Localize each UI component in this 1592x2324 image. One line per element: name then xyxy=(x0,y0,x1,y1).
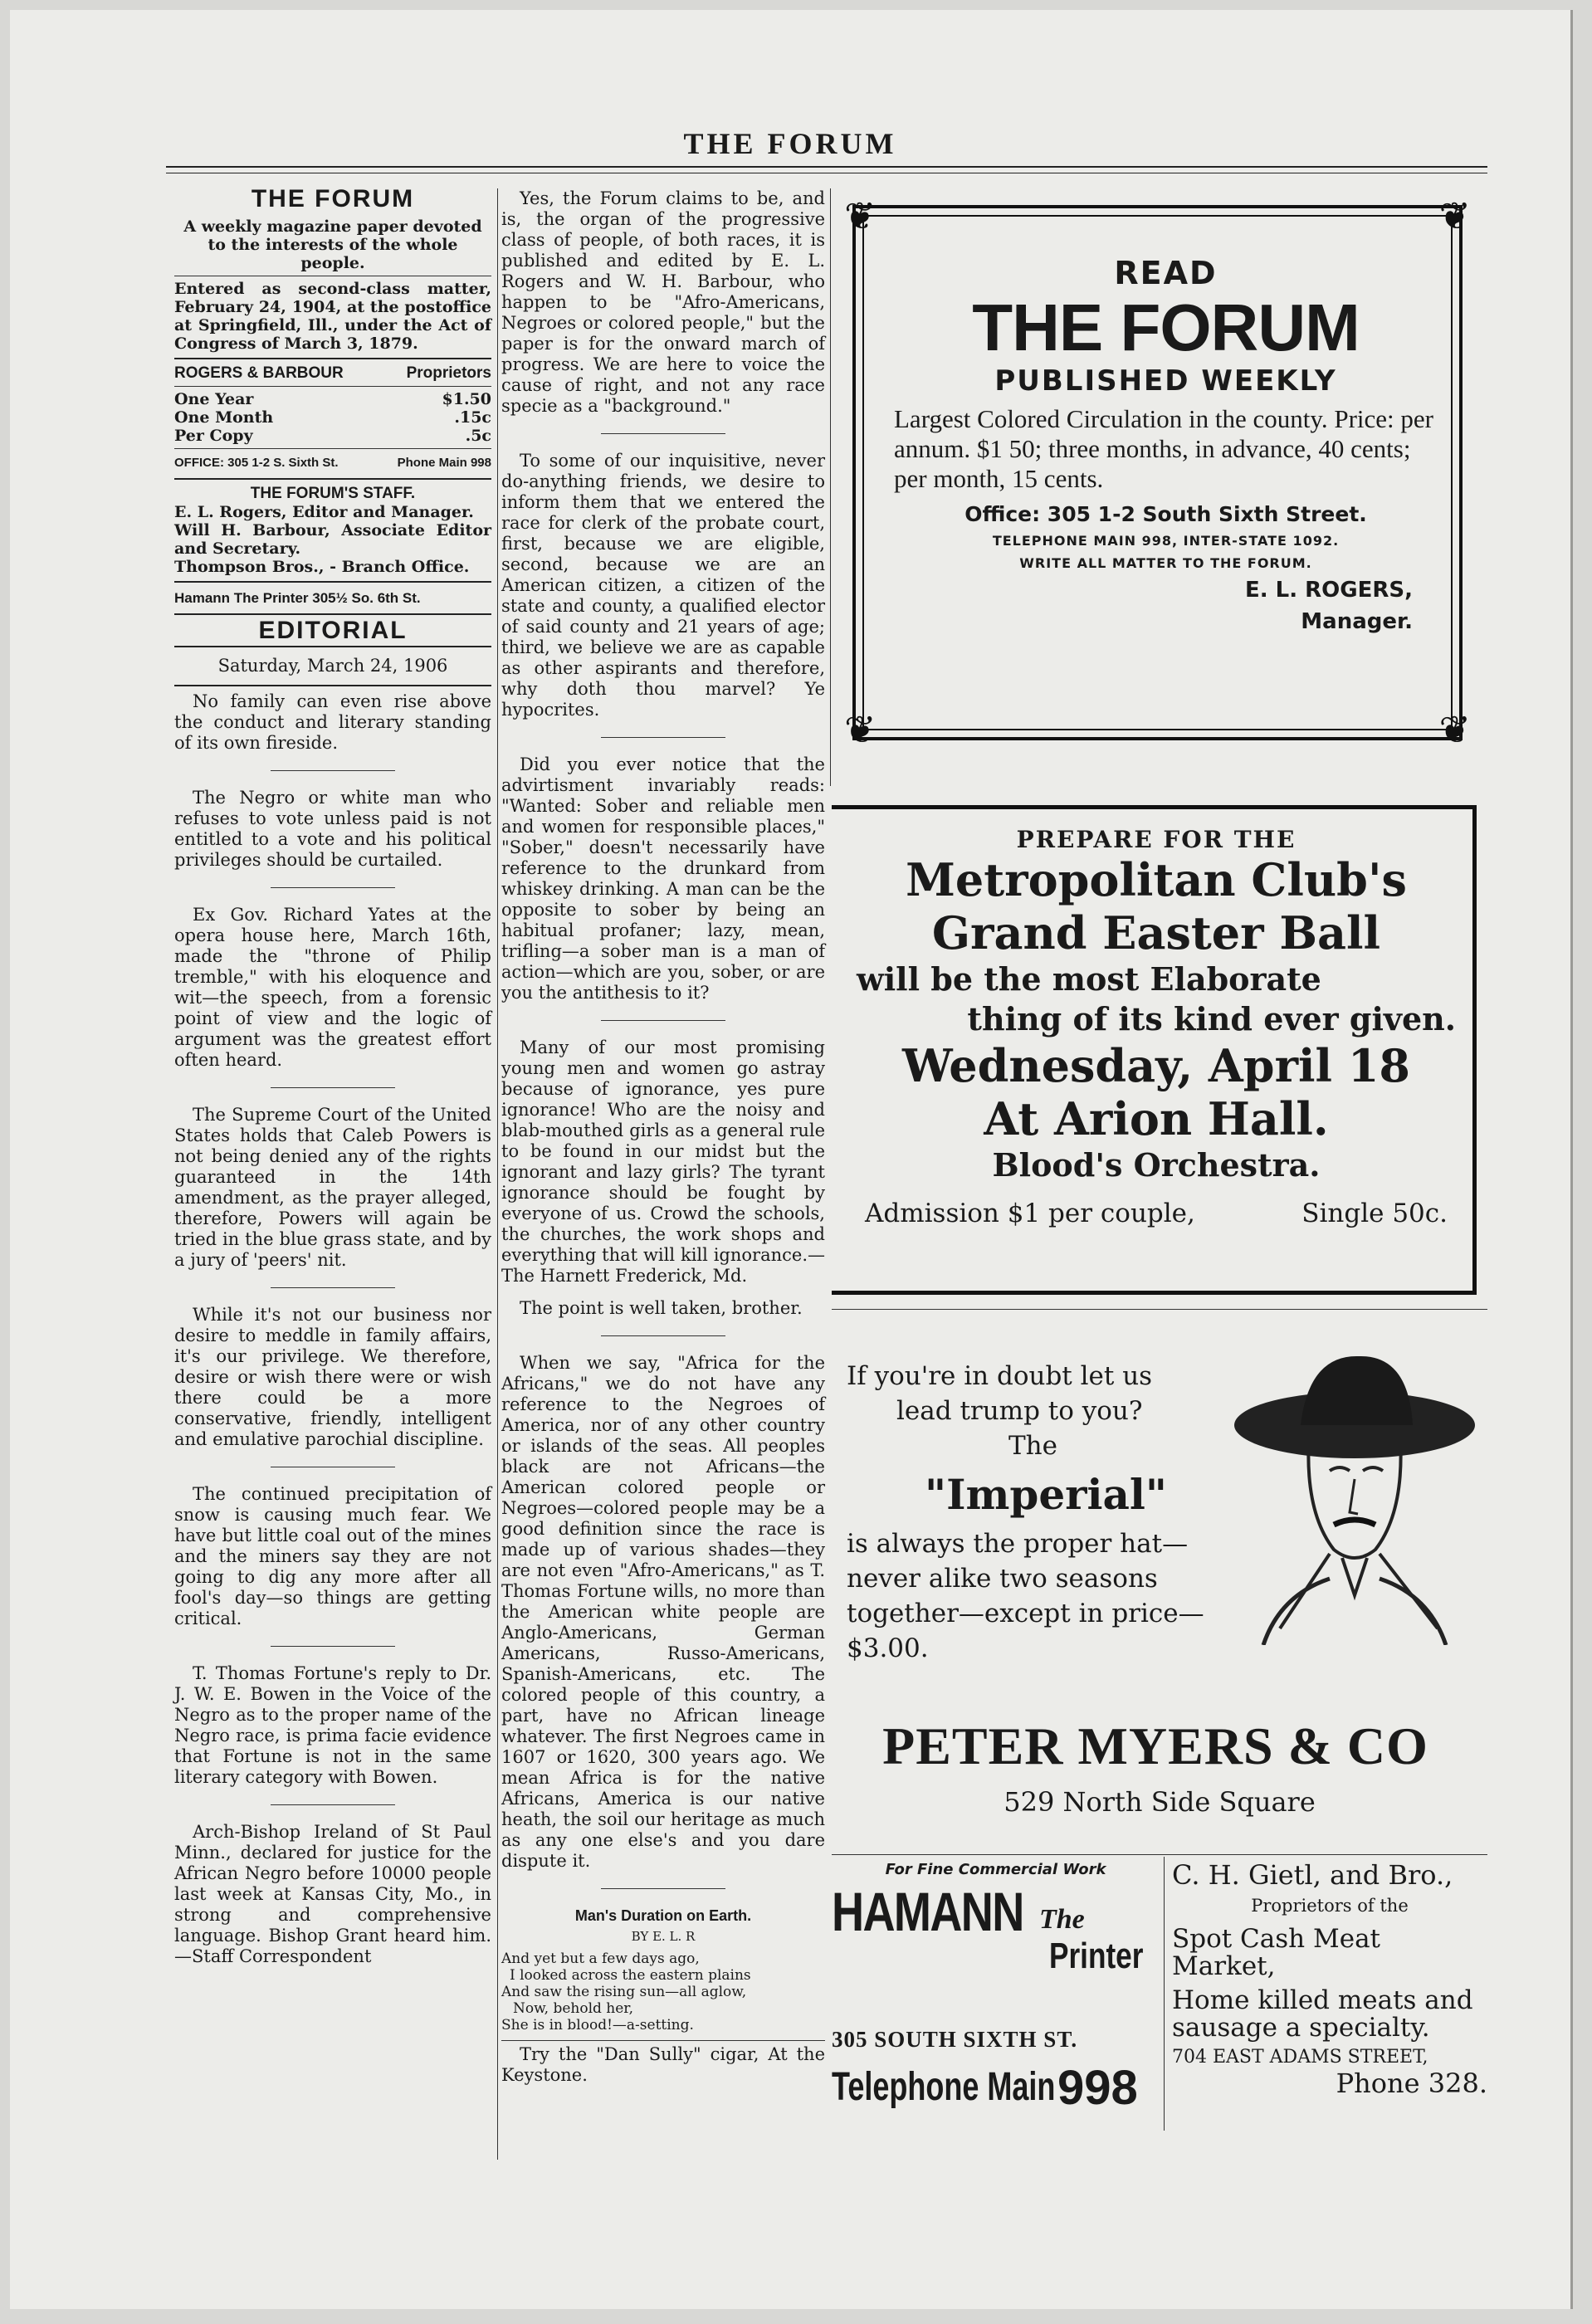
running-head: THE FORUM xyxy=(683,127,897,160)
ad-read: READ xyxy=(1114,255,1218,291)
hat-ad-text xyxy=(847,1359,1245,1666)
ball-line: thing of its kind ever given. xyxy=(967,1000,1456,1038)
corner-ornament-icon: ❦ xyxy=(1438,193,1471,238)
ad-title: THE FORUM xyxy=(972,290,1360,364)
rate-row xyxy=(174,427,491,445)
ball-admission-row xyxy=(857,1199,1456,1228)
divider xyxy=(832,1854,1487,1855)
printer-tagline: For Fine Commercial Work xyxy=(885,1861,1106,1878)
ball-line: Metropolitan Club's xyxy=(906,853,1407,906)
column-rule xyxy=(830,188,831,786)
rate-label: Per Copy xyxy=(174,427,253,445)
editorial-item: Many of our most promising young men and women go astray because of ignorance, yes pure ignorance! Who are the noisy and blab-mouthed girls as a general rule to be found in our midst but the ignorant and lazy girls? The tyrant ignorance should be fought by everyone of us. Crowd the schools, the churches, the work shops and everything that will kill ignorance.—The Harnett Frederick, Md. xyxy=(501,1038,825,1286)
corner-ornament-icon: ❦ xyxy=(1438,707,1471,752)
top-rule xyxy=(166,166,1487,168)
proprietors-name: ROGERS & BARBOUR xyxy=(174,364,344,382)
office-row xyxy=(174,452,491,473)
editorial-item: To some of our inquisitive, never do-anything friends, we desire to inform them that we entered the race for clerk of the probate court, first, because we are eligible, second, because we are an American citizen, a citizen of the state and county, a qualified elector of said county and 21 years of age; third, we believe we are as capable as other aspirants and therefore, why doth thou marvel? Ye hypocrites. xyxy=(501,451,825,720)
market-owner: C. H. Gietl, and Bro., xyxy=(1172,1859,1453,1891)
editorial-heading: EDITORIAL xyxy=(258,617,408,644)
divider xyxy=(174,613,491,615)
poem-title: Man's Duration on Earth. xyxy=(574,1907,752,1924)
ball-single: Single 50c. xyxy=(1301,1199,1448,1228)
editorial-item: T. Thomas Fortune's reply to Dr. J. W. E. Bowen in the Voice of the Negro as to the proper name of the Negro race, is prima facie evidence that Fortune is not in the same literary category with Bowen. xyxy=(174,1663,491,1787)
rate-price: $1.50 xyxy=(442,390,491,408)
store-name: PETER MYERS & CO xyxy=(882,1716,1428,1775)
proprietors-row xyxy=(174,364,491,383)
divider xyxy=(174,386,491,387)
column-rule xyxy=(1164,1857,1165,2131)
ball-line: will be the most Elaborate xyxy=(857,960,1321,998)
divider xyxy=(271,1804,395,1805)
divider xyxy=(601,433,725,434)
divider xyxy=(174,646,491,647)
ad-name: E. L. ROGERS, xyxy=(1244,578,1413,603)
hat-line: If you're in doubt let us xyxy=(847,1361,1153,1391)
ad-role: Manager. xyxy=(1301,609,1413,634)
editorial-item: While it's not our business nor desire to meddle in family affairs, it's our privilege. We therefore, desire or wish there were or wish there could be a more conservative, friendly, intelligent and emulative parochial discipline. xyxy=(174,1305,491,1449)
man-in-hat-portrait-icon xyxy=(1230,1346,1479,1645)
divider xyxy=(174,581,491,583)
editorial-item: Ex Gov. Richard Yates at the opera house here, March 16th, made the "throne of Philip tremble," with his eloquence and wit—the speech, from a forensic point of view and the logic of argument was the greatest effort often heard. xyxy=(174,905,491,1070)
issue-date: Saturday, March 24, 1906 xyxy=(217,656,448,676)
ball-admission: Admission $1 per couple, xyxy=(865,1199,1195,1228)
market-phone: Phone 328. xyxy=(1336,2068,1487,2099)
divider xyxy=(174,358,491,359)
divider xyxy=(501,2040,825,2041)
easter-ball-advertisement xyxy=(832,805,1477,1295)
corner-ornament-icon: ❦ xyxy=(844,193,877,238)
editorial-item: The Negro or white man who refuses to vote unless paid is not entitled to a vote and his political privileges should be curtailed. xyxy=(174,788,491,870)
printer-line: Hamann The Printer 305½ So. 6th St. xyxy=(174,590,421,606)
editorial-item: The continued precipitation of snow is causing much fear. We have but little coal out of the mines and the miners say they are not going to dig any more after all fool's day—so things are getting critical. xyxy=(174,1484,491,1628)
ball-line: Grand Easter Ball xyxy=(931,906,1381,959)
poem-byline: BY E. L. R xyxy=(631,1929,696,1944)
printer-name: HAMANN xyxy=(832,1881,1023,1942)
hat-line: The xyxy=(1008,1431,1057,1461)
printer-telephone-number: 998 xyxy=(1057,2061,1138,2115)
ball-orchestra: Blood's Orchestra. xyxy=(992,1146,1321,1184)
ad-published: PUBLISHED WEEKLY xyxy=(994,364,1337,398)
divider xyxy=(271,887,395,888)
market-proprietors: Proprietors of the xyxy=(1251,1896,1409,1916)
printer-word: Printer xyxy=(1049,1936,1144,1976)
poem-line: Now, behold her, xyxy=(513,2000,633,2017)
meat-market-advertisement xyxy=(1172,1859,1487,2133)
forum-ad-content xyxy=(894,255,1438,634)
editorial-item: When we say, "Africa for the Africans," we do not have any reference to the Negroes of America, nor of any other country or islands of the seas. All peoples black are not Africans—the American colored people or Negroes—colored people may be a good definition since the race is made up of various shades—they are not even "Afro-Americans," as T. Thomas Fortune wills, no more than the American white people are Anglo-Americans, German Americans, Russo-Americans, Spanish-Americans, etc. The colored people of this country, a part, have no African lineage whatever. The first Negroes came in 1607 or 1620, 300 years ago. We mean Africa is for the native Africans, America is our native heath, the soil our heritage as much as any one else's and you dare dispute it. xyxy=(501,1353,825,1871)
store-address: 529 North Side Square xyxy=(1004,1786,1316,1818)
masthead: THE FORUM xyxy=(251,185,415,212)
market-name: Spot Cash Meat Market, xyxy=(1172,1924,1381,1981)
ad-telephone: TELEPHONE MAIN 998, INTER-STATE 1092. xyxy=(992,533,1340,549)
ball-ad-content xyxy=(857,826,1456,1228)
market-street: 704 EAST ADAMS STREET, xyxy=(1172,2047,1428,2068)
divider xyxy=(271,1287,395,1288)
ball-date: Wednesday, April 18 xyxy=(901,1039,1410,1092)
rate-price: .5c xyxy=(465,427,491,445)
divider xyxy=(174,448,491,449)
column-2 xyxy=(501,188,825,2097)
newspaper-page xyxy=(10,10,1573,2309)
ad-write: WRITE ALL MATTER TO THE FORUM. xyxy=(1019,555,1312,571)
divider xyxy=(271,770,395,771)
office-phone: Phone Main 998 xyxy=(397,456,491,470)
corner-ornament-icon: ❦ xyxy=(844,707,877,752)
rate-label: One Month xyxy=(174,408,274,427)
column-rule xyxy=(497,188,498,2160)
editorial-item: Did you ever notice that the advirtisment invariably reads: "Wanted: Sober and reliable men and women for responsible places," "Sober," doesn't necessarily have reference to the drunkard from whiskey drinking. A man can be the opposite to sober by being an habitual profaner; lazy, mean, trifling—a sober man is a man of action—which are you, sober, or are you the antithesis to it? xyxy=(501,754,825,1003)
rate-row xyxy=(174,408,491,427)
proprietors-label: Proprietors xyxy=(406,364,491,382)
rate-price: .15c xyxy=(454,408,491,427)
divider xyxy=(601,1020,725,1021)
divider xyxy=(832,1309,1487,1310)
divider xyxy=(601,1888,725,1889)
editorial-item: No family can even rise above the conduct and literary standing of its own fireside. xyxy=(174,691,491,753)
poem-line: And yet but a few days ago, xyxy=(501,1950,700,1967)
market-specialty: Home killed meats and sausage a specialty. xyxy=(1172,1985,1473,2043)
office-address: OFFICE: 305 1-2 S. Sixth St. xyxy=(174,456,339,470)
staff-line: Will H. Barbour, Associate Editor and Secretary. xyxy=(174,521,491,558)
poem-line: And saw the rising sun—all aglow, xyxy=(501,1984,747,2000)
printer-advertisement xyxy=(832,1861,1160,2135)
cigar-notice: Try the "Dan Sully" cigar, At the Keystone. xyxy=(501,2044,825,2085)
printer-the: The xyxy=(1039,1904,1085,1935)
divider xyxy=(271,1646,395,1647)
hat-line: lead trump to you? xyxy=(896,1396,1143,1426)
divider xyxy=(601,1335,725,1336)
entered-notice: Entered as second-class matter, February 24, 1904, at the postoffice at Springfield, Ill., under the Act of Congress of March 3, 1879. xyxy=(174,280,491,353)
printer-telephone: Telephone Main xyxy=(832,2065,1056,2109)
ad-office: Office: 305 1-2 South Sixth Street. xyxy=(964,502,1367,526)
ad-copy: Largest Colored Circulation in the county. Price: per annum. $1 50; three months, in advance, 40 cents; per month, 15 cents. xyxy=(894,404,1433,493)
printer-street: 305 SOUTH SIXTH ST. xyxy=(832,2027,1078,2052)
divider xyxy=(174,685,491,686)
hat-advertisement xyxy=(832,1317,1487,1832)
poem xyxy=(501,1950,825,2034)
forum-advertisement xyxy=(844,193,1471,752)
hat-body: is always the proper hat—never alike two seasons together—except in price—$3.00. xyxy=(847,1529,1204,1663)
tagline: A weekly magazine paper devoted to the interests of the whole people. xyxy=(183,217,482,272)
column-1 xyxy=(174,185,491,1979)
editorial-item: The point is well taken, brother. xyxy=(520,1298,803,1318)
poem-line: She is in blood!—a-setting. xyxy=(501,2017,694,2034)
ball-venue: At Arion Hall. xyxy=(984,1092,1329,1145)
rate-row xyxy=(174,390,491,408)
staff-line: Thompson Bros., - Branch Office. xyxy=(174,558,470,576)
editorial-item: Arch-Bishop Ireland of St Paul Minn., declared for justice for the African Negro before 10000 people last week at Kansas City, Mo., in strong and comprehensive language. Bishop Grant heard him.—Staff Correspondent xyxy=(174,1822,491,1966)
editorial-item: Yes, the Forum claims to be, and is, the organ of the progressive class of people, of both races, it is published and edited by E. L. Rogers and W. H. Barbour, who happen to be "Afro-Americans, Negroes or colored people," but the paper is for the onward march of progress. We are here to voice the cause of right, and not any race specie as a "background." xyxy=(501,188,825,416)
staff-heading: THE FORUM'S STAFF. xyxy=(250,485,416,502)
staff-line: E. L. Rogers, Editor and Manager. xyxy=(174,503,474,521)
ball-prepare: PREPARE FOR THE xyxy=(1016,826,1297,853)
poem-line: I looked across the eastern plains xyxy=(510,1967,751,1984)
divider xyxy=(174,478,491,480)
editorial-item: The Supreme Court of the United States holds that Caleb Powers is not being denied any of the rights guaranteed in the 14th amendment, as the prayer alleged, therefore, Powers will again be tried in the blue grass state, and by a jury of 'peers' nit. xyxy=(174,1105,491,1270)
rate-label: One Year xyxy=(174,390,254,408)
divider xyxy=(271,1087,395,1088)
hat-brand: "Imperial" xyxy=(925,1470,1167,1519)
divider xyxy=(601,737,725,738)
